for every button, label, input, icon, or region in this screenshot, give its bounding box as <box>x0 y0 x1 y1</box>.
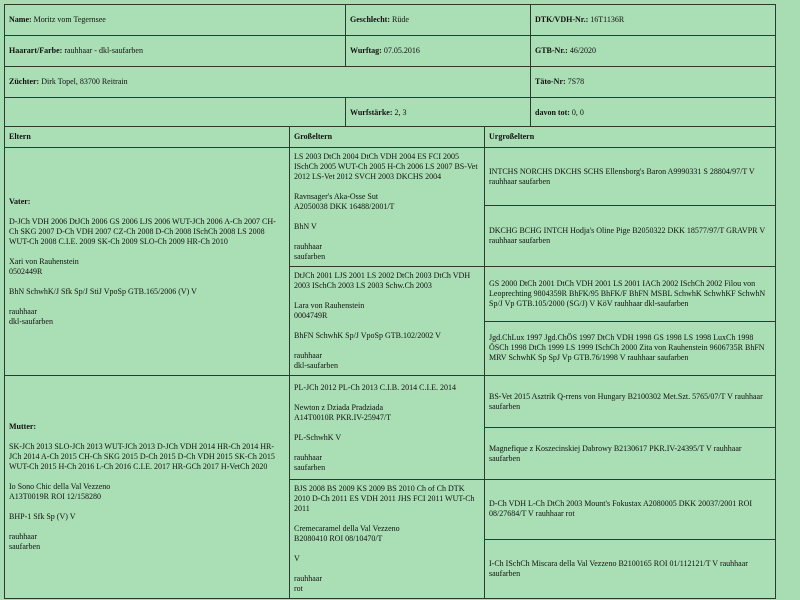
ggp-6: Magnefique z Koszecinskiej Dabrowy B2130617 PKR.IV-24395/T V rauhhaar saufarben <box>489 443 742 463</box>
gp1-reg: A2050038 DKK 16488/2001/T <box>294 202 395 211</box>
gp3-name: Newton z Dziada Pradziada <box>294 402 384 412</box>
whelp-cell <box>346 36 531 67</box>
tattoo-number: 7S78 <box>567 77 585 86</box>
ggp-2-cell <box>485 206 776 267</box>
mother-titles: SK-JCh 2013 SLO-JCh 2013 WUT-JCh 2013 D-JCh VDH 2014 HR-Ch 2014 HR-JCh 2014 A-Ch 2015 CH-Ch SKG 2015 D-Ch 2015 D-Ch VDH 2015 SK-Ch 2015 WUT-Ch 2015 H-Ch 2016 L-Ch 2016 C.I.E. 2017 HR-GCh 2017 H-VetCh 2020 <box>9 442 275 471</box>
col-parents: Eltern <box>5 127 290 148</box>
gp2-name: Lara von Rauhenstein <box>294 301 365 310</box>
ggp-7-cell <box>485 480 776 540</box>
father-name: Xari von Rauhenstein <box>9 256 79 266</box>
father-coat: rauhhaar <box>9 306 37 316</box>
litter-label: Wurfstärke: <box>350 108 393 117</box>
breeder-cell <box>5 67 531 98</box>
mother-cell <box>5 376 290 599</box>
grandparent-3-cell <box>290 376 485 480</box>
col-greatgrandparents: Urgroßeltern <box>485 127 776 148</box>
ggp-4: Jgd.ChLux 1997 Jgd.ChÖS 1997 DtCh VDH 1998 GS 1998 LS 1998 LuxCh 1998 ÖSCh 1998 DtCh 1999 LS 1999 ISchCh 2000 Zita von Rauhenstein 9606735R BhFN MRV SchwhK Sp SpJ Vp GTB.76/1998 V rauhhaar saufarben <box>489 333 765 363</box>
father-titles: D-JCh VDH 2006 DtJCh 2006 GS 2006 LJS 2006 WUT-JCh 2006 A-Ch 2007 CH-Ch SKG 2007 D-Ch VDH 2007 CZ-Ch 2008 D-Ch 2008 ISchCh 2008 LS 2008 WUT-Ch 2008 C.I.E. 2009 SK-Ch 2009 SLO-Ch 2009 HR-Ch 2010 <box>9 216 276 246</box>
tattoo-label: Täto-Nr: <box>535 77 566 86</box>
whelp-label: Wurftag: <box>350 46 382 55</box>
mother-name: Io Sono Chic della Val Vezzeno <box>9 482 111 491</box>
gp3-reg: A14T0010R PKR.IV-25947/T <box>294 412 392 422</box>
father-reg: 0502449R <box>9 266 43 276</box>
breeder-label: Züchter: <box>9 77 40 86</box>
pedigree-table <box>4 126 776 599</box>
ggp-1: INTCHS NORCHS DKCHS SCHS Ellensborg's Baron A9990331 S 28804/97/T V rauhhaar saufarben <box>489 166 755 186</box>
sex-cell <box>346 5 531 36</box>
coat-label: Haarart/Farbe: <box>9 46 63 55</box>
dtk-cell <box>531 5 776 36</box>
ggp-5: BS-Vet 2015 Asztrik Q-rrens von Hungary B2100302 Met.Szt. 5765/07/T V rauhhaar saufarben <box>489 391 763 411</box>
gp3-color: saufarben <box>294 462 326 472</box>
gp2-coat: rauhhaar <box>294 351 322 360</box>
empty-cell <box>5 98 346 129</box>
gp4-coat: rauhhaar <box>294 574 322 583</box>
mother-label: Mutter: <box>9 422 37 431</box>
gp3-coat: rauhhaar <box>294 452 322 462</box>
gp3-titles: PL-JCh 2012 PL-Ch 2013 C.I.B. 2014 C.I.E. 2014 <box>294 382 457 392</box>
dog-name: Moritz vom Tegernsee <box>33 15 106 24</box>
sex-label: Geschlecht: <box>350 15 390 24</box>
gtb-label: GTB-Nr.: <box>535 46 568 55</box>
gp4-color: rot <box>294 584 303 593</box>
coat-cell <box>5 36 346 67</box>
gp4-reg: B2080410 ROI 08/10470/T <box>294 534 383 543</box>
gtb-number: 46/2020 <box>569 46 597 55</box>
gp3-perf: PL-SchwhK V <box>294 432 342 442</box>
gp2-perf: BhFN SchwhK Sp/J VpoSp GTB.102/2002 V <box>294 331 441 340</box>
ggp-5-cell <box>485 376 776 428</box>
father-cell <box>5 148 290 376</box>
father-label: Vater: <box>9 196 31 206</box>
mother-reg: A13T0019R ROI 12/158280 <box>9 492 101 501</box>
gp1-color: saufarben <box>294 252 326 261</box>
dead-cell <box>531 98 776 129</box>
gp4-titles: BJS 2008 BS 2009 KS 2009 BS 2010 Ch of Ch DTK 2010 D-Ch 2011 ES VDH 2011 JHS FCI 2011 WUT-Ch 2011 <box>294 484 475 513</box>
name-cell <box>5 5 346 36</box>
gp1-coat: rauhhaar <box>294 242 322 251</box>
tattoo-cell <box>531 67 776 98</box>
col-grandparents: Großeltern <box>290 127 485 148</box>
name-label: Name: <box>9 15 32 24</box>
ggp-4-cell <box>485 321 776 376</box>
ggp-3: GS 2000 DtCh 2001 DtCh VDH 2001 LS 2001 IACh 2002 ISchCh 2002 Filou von Leoprechting 9804359R BhFK/95 BhFK/F BhFN MSBL SchwhK SchwhKF SchwhN Sp/J Vp GTB.105/2000 (SG/J) V KöV rauhhaar dkl-saufarben <box>489 278 766 308</box>
dead-label: davon tot: <box>535 108 570 117</box>
ggp-1-cell <box>485 148 776 206</box>
father-color: dkl-saufarben <box>9 316 53 326</box>
father-perf: BhN SchwhK/J Sfk Sp/J StiJ VpoSp GTB.165/2006 (V) V <box>9 286 197 296</box>
coat-value: rauhhaar - dkl-saufarben <box>64 46 143 55</box>
gp2-color: dkl-saufarben <box>294 361 338 370</box>
gtb-cell <box>531 36 776 67</box>
ggp-8: I-Ch ISchCh Miscara della Val Vezzeno B2100165 ROI 01/112121/T V rauhhaar saufarben <box>489 558 748 578</box>
gp4-perf: V <box>294 554 300 563</box>
dtk-label: DTK/VDH-Nr.: <box>535 15 589 24</box>
grandparent-1-cell <box>290 148 485 267</box>
dtk-number: 16T1136R <box>590 15 625 24</box>
mother-color: saufarben <box>9 542 41 551</box>
litter-cell <box>346 98 531 129</box>
gp1-titles: LS 2003 DtCh 2004 DtCh VDH 2004 ES FCI 2005 ISchCh 2005 WUT-Ch 2005 H-Ch 2006 LS 2007 BS-Vet 2012 LS-Vet 2012 SVCH 2003 DKCHS 2004 <box>294 152 478 181</box>
gp2-reg: 0004749R <box>294 311 328 320</box>
ggp-6-cell <box>485 428 776 480</box>
whelp-date: 07.05.2016 <box>383 46 420 55</box>
gp1-name: Ravnsager's Aka-Osse Sut <box>294 192 379 201</box>
gp1-perf: BhN V <box>294 222 317 231</box>
gp2-titles: DtJCh 2001 LJS 2001 LS 2002 DtCh 2003 DtCh VDH 2003 ISchCh 2003 LS 2003 Schw.Ch 2003 <box>294 271 471 290</box>
grandparent-2-cell <box>290 267 485 376</box>
gp4-name: Cremecaramel della Val Vezzeno <box>294 524 400 533</box>
mother-perf: BHP-1 Sfk Sp (V) V <box>9 512 76 521</box>
dog-info-table <box>4 4 776 129</box>
mother-coat: rauhhaar <box>9 532 37 541</box>
ggp-8-cell <box>485 539 776 599</box>
dog-sex: Rüde <box>392 15 409 24</box>
ggp-3-cell <box>485 267 776 322</box>
breeder-value: Dirk Topel, 83700 Reitrain <box>41 77 128 86</box>
litter-value: 2, 3 <box>394 108 407 117</box>
ggp-7: D-Ch VDH L-Ch DtCh 2003 Mount's Fokustax A2080005 DKK 20037/2001 ROI 08/27684/T V rauhhaar rot <box>489 499 753 519</box>
ggp-2: DKCHG BCHG INTCH Hodja's Oline Pige B2050322 DKK 18577/97/T GRAVPR V rauhhaar saufarben <box>489 226 765 246</box>
dead-value: 0, 0 <box>571 108 584 117</box>
grandparent-4-cell <box>290 480 485 599</box>
